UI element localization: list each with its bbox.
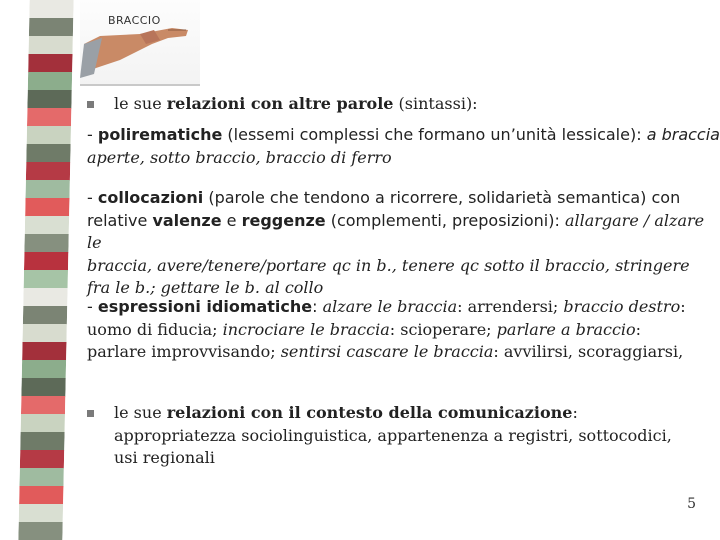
- decorative-stripe: [18, 0, 73, 540]
- line: usi regionali: [114, 448, 215, 467]
- stripe-band: [29, 0, 73, 19]
- stripe-band: [24, 252, 68, 271]
- image-caption: BRACCIO: [108, 14, 161, 27]
- line: appropriatezza sociolinguistica, appartenenza a registri, sottocodici,: [114, 425, 672, 445]
- text: :: [635, 319, 642, 339]
- stripe-band: [26, 144, 70, 163]
- stripe-band: [20, 450, 64, 469]
- term-polirematiche: polirematiche: [97, 125, 223, 144]
- stripe-band: [21, 396, 65, 415]
- stripe-band: [20, 432, 64, 451]
- example: allargare / alzare le: [87, 210, 705, 252]
- stripe-band: [27, 90, 71, 109]
- meaning: parlare improvvisando;: [87, 342, 281, 361]
- page-number: 5: [687, 496, 696, 512]
- text: :: [572, 403, 578, 422]
- stripe-band: [23, 306, 67, 325]
- stripe-band: [21, 414, 65, 433]
- example: incrociare le braccia: [222, 319, 390, 339]
- example: sentirsi cascare le braccia: [280, 342, 494, 361]
- stripe-band: [22, 342, 66, 361]
- stripe-band: [25, 198, 69, 217]
- term-idiomatiche: espressioni idiomatiche: [97, 297, 313, 316]
- term-reggenze: reggenze: [241, 210, 326, 230]
- stripe-band: [28, 54, 72, 73]
- stripe-band: [21, 378, 65, 397]
- line: [87, 341, 686, 364]
- text-bold: relazioni con altre parole: [166, 94, 394, 113]
- stripe-band: [19, 504, 63, 523]
- meaning: : avvilirsi, scoraggiarsi,: [493, 342, 684, 361]
- text: (complementi, preposizioni):: [325, 210, 565, 230]
- examples-line: fra le b.; gettare le b. al collo: [87, 278, 324, 297]
- text: le sue: [114, 403, 167, 422]
- examples-line: braccia, avere/tenere/portare qc in b., tenere qc sotto il braccio, stringere: [87, 255, 690, 275]
- definition: (lessemi complessi che formano un’unità lessicale):: [222, 125, 647, 144]
- example: braccio destro: [563, 297, 681, 316]
- text-bold: relazioni con il contesto della comunicazione: [166, 403, 573, 422]
- stripe-band: [28, 72, 72, 91]
- meaning: : scioperare;: [389, 319, 497, 339]
- line: [87, 210, 720, 255]
- stripe-band: [27, 108, 71, 127]
- pointing-arm-icon: [80, 0, 200, 84]
- stripe-band: [24, 234, 68, 253]
- example: alzare le braccia: [322, 297, 458, 316]
- stripe-band: [27, 126, 71, 145]
- stripe-band: [26, 162, 70, 181]
- paragraph-polirematiche: [87, 124, 720, 169]
- example: a braccia: [646, 125, 720, 144]
- stripe-band: [25, 180, 69, 199]
- dash: -: [87, 125, 98, 144]
- text: :: [680, 297, 686, 316]
- text: le sue: [114, 94, 167, 113]
- line: [114, 402, 672, 425]
- example: parlare a braccio: [496, 319, 636, 339]
- stripe-band: [22, 324, 66, 343]
- arm-pointing-image: [80, 0, 200, 86]
- stripe-band: [29, 18, 73, 37]
- paragraph-context: [114, 402, 672, 470]
- stripe-band: [18, 522, 62, 540]
- stripe-band: [29, 36, 73, 55]
- line: [87, 319, 686, 342]
- stripe-band: [19, 486, 63, 505]
- stripe-band: [22, 360, 66, 379]
- stripe-band: [24, 270, 68, 289]
- term-collocazioni: collocazioni: [97, 188, 204, 207]
- paragraph-idiomatiche: [87, 296, 686, 364]
- stripe-band: [25, 216, 69, 235]
- paragraph-syntax: [114, 93, 478, 116]
- stripe-band: [23, 288, 67, 307]
- meaning: uomo di fiducia;: [87, 319, 223, 339]
- line: [87, 124, 720, 147]
- bullet-square-icon: [87, 101, 94, 108]
- text: e: [221, 210, 242, 230]
- line: [87, 296, 686, 319]
- paragraph-collocazioni: [87, 187, 720, 300]
- line: [87, 187, 720, 210]
- bullet-square-icon: [87, 410, 94, 417]
- dash: -: [87, 188, 98, 207]
- text: (sintassi):: [393, 94, 478, 113]
- term-valenze: valenze: [152, 210, 222, 230]
- definition: (parole che tendono a ricorrere, solidarietà semantica) con: [203, 188, 681, 207]
- stripe-band: [19, 468, 63, 487]
- meaning: : arrendersi;: [457, 297, 564, 316]
- examples-line: aperte, sotto braccio, braccio di ferro: [87, 147, 392, 167]
- text: relative: [87, 210, 153, 230]
- text: :: [312, 297, 323, 316]
- dash: -: [87, 297, 98, 316]
